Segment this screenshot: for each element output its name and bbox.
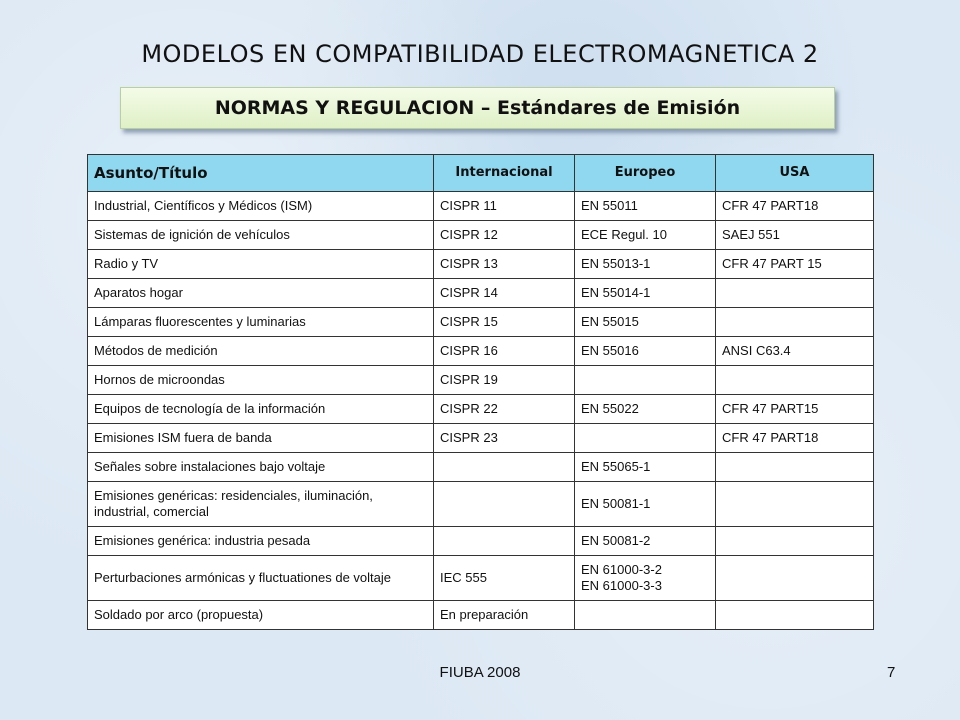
cell-asunto: Emisiones genérica: industria pesada [88,527,434,556]
cell-usa: CFR 47 PART18 [716,192,874,221]
cell-usa: CFR 47 PART15 [716,395,874,424]
table-row [88,424,874,453]
cell-internacional: CISPR 15 [434,308,575,337]
cell-internacional: IEC 555 [434,556,575,601]
cell-europeo [575,366,716,395]
cell-internacional: CISPR 13 [434,250,575,279]
cell-europeo: EN 55022 [575,395,716,424]
cell-usa: CFR 47 PART 15 [716,250,874,279]
header-internacional: Internacional [434,155,575,192]
cell-europeo: EN 55014-1 [575,279,716,308]
cell-asunto: Sistemas de ignición de vehículos [88,221,434,250]
cell-internacional [434,453,575,482]
cell-asunto: Equipos de tecnología de la información [88,395,434,424]
cell-internacional: CISPR 23 [434,424,575,453]
cell-asunto: Industrial, Científicos y Médicos (ISM) [88,192,434,221]
cell-europeo: EN 55015 [575,308,716,337]
slide-title: MODELOS EN COMPATIBILIDAD ELECTROMAGNETICA 2 [141,40,819,68]
header-usa: USA [716,155,874,192]
cell-asunto: Señales sobre instalaciones bajo voltaje [88,453,434,482]
cell-usa [716,556,874,601]
cell-usa [716,527,874,556]
table-row [88,556,874,601]
cell-asunto: Soldado por arco (propuesta) [88,601,434,630]
subtitle-text: NORMAS Y REGULACION – Estándares de Emisión [214,97,741,119]
table-row [88,395,874,424]
cell-internacional [434,482,575,527]
cell-europeo: EN 61000-3-2 EN 61000-3-3 [575,556,716,601]
cell-internacional: CISPR 11 [434,192,575,221]
table-row [88,250,874,279]
cell-europeo [575,601,716,630]
table-row [88,221,874,250]
cell-asunto: Hornos de microondas [88,366,434,395]
cell-usa [716,601,874,630]
cell-asunto: Perturbaciones armónicas y fluctuationes de voltaje [88,556,434,601]
cell-usa [716,482,874,527]
table-header-row [88,155,874,192]
cell-internacional: CISPR 19 [434,366,575,395]
cell-usa: CFR 47 PART18 [716,424,874,453]
cell-europeo: EN 55016 [575,337,716,366]
cell-internacional: CISPR 16 [434,337,575,366]
cell-usa: SAEJ 551 [716,221,874,250]
emission-standards-table [87,154,874,630]
cell-asunto: Lámparas fluorescentes y luminarias [88,308,434,337]
table-body [88,192,874,630]
cell-usa [716,453,874,482]
subtitle-banner [120,87,835,129]
table-row [88,601,874,630]
cell-internacional [434,527,575,556]
cell-europeo: EN 55013-1 [575,250,716,279]
cell-internacional: En preparación [434,601,575,630]
table-row [88,527,874,556]
table-row [88,482,874,527]
footer-institution: FIUBA 2008 [439,664,521,681]
table-row [88,366,874,395]
cell-europeo: EN 50081-1 [575,482,716,527]
cell-asunto: Radio y TV [88,250,434,279]
cell-europeo: EN 55011 [575,192,716,221]
cell-usa: ANSI C63.4 [716,337,874,366]
header-asunto: Asunto/Título [88,155,434,192]
page-number: 7 [887,664,896,681]
table-row [88,192,874,221]
cell-europeo: EN 50081-2 [575,527,716,556]
cell-asunto: Emisiones genéricas: residenciales, iluminación, industrial, comercial [88,482,434,527]
cell-europeo: EN 55065-1 [575,453,716,482]
cell-usa [716,366,874,395]
header-europeo: Europeo [575,155,716,192]
cell-internacional: CISPR 12 [434,221,575,250]
table-row [88,453,874,482]
cell-usa [716,279,874,308]
cell-internacional: CISPR 14 [434,279,575,308]
cell-europeo: ECE Regul. 10 [575,221,716,250]
cell-asunto: Emisiones ISM fuera de banda [88,424,434,453]
table-row [88,337,874,366]
cell-europeo [575,424,716,453]
cell-asunto: Aparatos hogar [88,279,434,308]
cell-asunto: Métodos de medición [88,337,434,366]
cell-internacional: CISPR 22 [434,395,575,424]
table-row [88,279,874,308]
table-row [88,308,874,337]
cell-usa [716,308,874,337]
